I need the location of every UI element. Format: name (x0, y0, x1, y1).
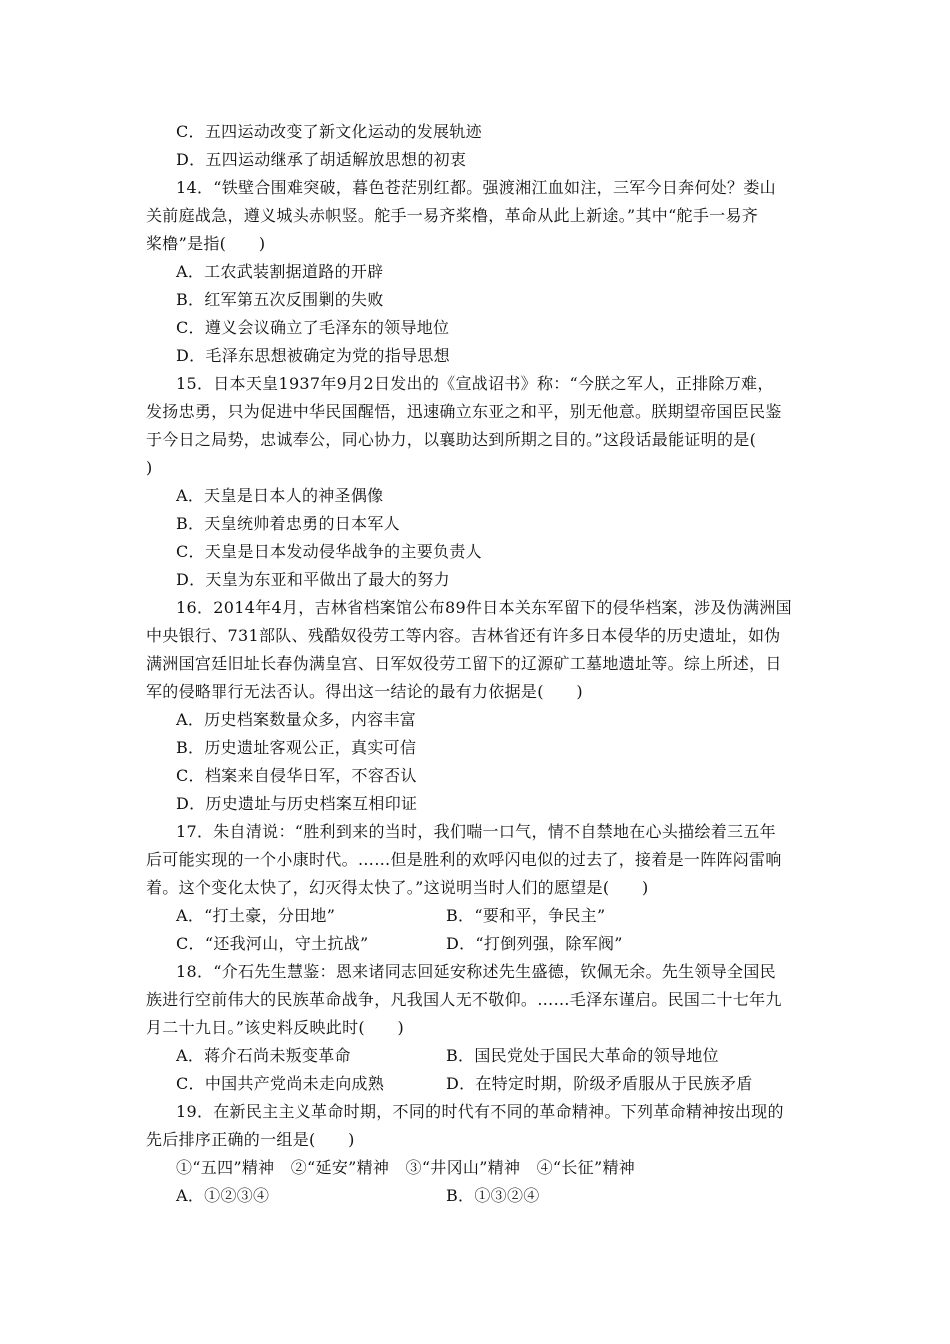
q14-stem-line-1: 14．“铁壁合围难突破，暮色苍茫别红都。强渡湘江血如注，三军今日奔何处？娄山 (176, 178, 776, 197)
q14-option-d: D．毛泽东思想被确定为党的指导思想 (176, 346, 450, 365)
q16-stem-line-2: 中央银行、731部队、残酷奴役劳工等内容。吉林省还有许多日本侵华的历史遗址，如伪 (146, 626, 781, 645)
q13-option-c: C．五四运动改变了新文化运动的发展轨迹 (176, 122, 482, 141)
q13-option-d: D．五四运动继承了胡适解放思想的初衷 (176, 150, 467, 169)
q14-option-c: C．遵义会议确立了毛泽东的领导地位 (176, 318, 450, 337)
q15-stem-line-4: ) (146, 458, 153, 477)
q14-stem-line-3: 桨橹”是指( ) (146, 234, 266, 253)
q15-option-b: B．天皇统帅着忠勇的日本军人 (176, 514, 400, 533)
q17-option-a: A．“打土豪，分田地” (176, 906, 336, 925)
q19-stem-line-2: 先后排序正确的一组是( ) (146, 1130, 355, 1149)
q16-option-c: C．档案来自侵华日军，不容否认 (176, 766, 417, 785)
q17-stem-line-3: 着。这个变化太快了，幻灭得太快了。”这说明当时人们的愿望是( ) (146, 878, 649, 897)
q18-option-b: B．国民党处于国民大革命的领导地位 (446, 1046, 719, 1065)
q17-option-b: B．“要和平，争民主” (446, 906, 606, 925)
q15-option-a: A．天皇是日本人的神圣偶像 (176, 486, 384, 505)
q17-option-c: C．“还我河山，守土抗战” (176, 934, 369, 953)
q15-option-c: C．天皇是日本发动侵华战争的主要负责人 (176, 542, 482, 561)
q16-option-d: D．历史遗址与历史档案互相印证 (176, 794, 418, 813)
q15-option-d: D．天皇为东亚和平做出了最大的努力 (176, 570, 450, 589)
q19-stem-line-1: 19．在新民主主义革命时期，不同的时代有不同的革命精神。下列革命精神按出现的 (176, 1102, 784, 1121)
q15-stem-line-1: 15．日本天皇1937年9月2日发出的《宣战诏书》称：“今朕之军人，正排除万难， (176, 374, 774, 393)
q19-option-b: B．①③②④ (446, 1186, 540, 1205)
q17-option-d: D．“打倒列强，除军阀” (446, 934, 623, 953)
q18-stem-line-3: 月二十九日。”该史料反映此时( ) (146, 1018, 405, 1037)
q18-stem-line-2: 族进行空前伟大的民族革命战争，凡我国人无不敬仰。……毛泽东谨启。民国二十七年九 (146, 990, 782, 1009)
q16-option-b: B．历史遗址客观公正，真实可信 (176, 738, 417, 757)
q17-stem-line-1: 17．朱自清说：“胜利到来的当时，我们喘一口气，情不自禁地在心头描绘着三五年 (176, 822, 776, 841)
q15-stem-line-3: 于今日之局势，忠诚奉公，同心协力，以襄助达到所期之目的。”这段话最能证明的是( (146, 430, 757, 449)
q17-stem-line-2: 后可能实现的一个小康时代。……但是胜利的欢呼闪电似的过去了，接着是一阵阵闷雷响 (146, 850, 782, 869)
q14-option-b: B．红军第五次反围剿的失败 (176, 290, 384, 309)
q14-option-a: A．工农武装割据道路的开辟 (176, 262, 384, 281)
q16-option-a: A．历史档案数量众多，内容丰富 (176, 710, 417, 729)
q16-stem-line-1: 16．2014年4月，吉林省档案馆公布89件日本关东军留下的侵华档案，涉及伪满洲国 (176, 598, 792, 617)
q14-stem-line-2: 关前庭战急，遵义城头赤帜竖。舵手一易齐桨橹，革命从此上新途。”其中“舵手一易齐 (146, 206, 759, 225)
q18-stem-line-1: 18．“介石先生慧鉴：恩来诸同志回延安称述先生盛德，钦佩无余。先生领导全国民 (176, 962, 776, 981)
q18-option-d: D．在特定时期，阶级矛盾服从于民族矛盾 (446, 1074, 753, 1093)
q16-stem-line-3: 满洲国宫廷旧址长春伪满皇宫、日军奴役劳工留下的辽源矿工墓地遗址等。综上所述，日 (146, 654, 782, 673)
q18-option-c: C．中国共产党尚未走向成熟 (176, 1074, 385, 1093)
q18-option-a: A．蒋介石尚未叛变革命 (176, 1046, 351, 1065)
q19-items: ①“五四”精神 ②“延安”精神 ③“井冈山”精神 ④“长征”精神 (176, 1158, 636, 1177)
q15-stem-line-2: 发扬忠勇，只为促进中华民国醒悟，迅速确立东亚之和平，别无他意。朕期望帝国臣民鉴 (146, 402, 782, 421)
q16-stem-line-4: 军的侵略罪行无法否认。得出这一结论的最有力依据是( ) (146, 682, 583, 701)
q19-option-a: A．①②③④ (176, 1186, 270, 1205)
